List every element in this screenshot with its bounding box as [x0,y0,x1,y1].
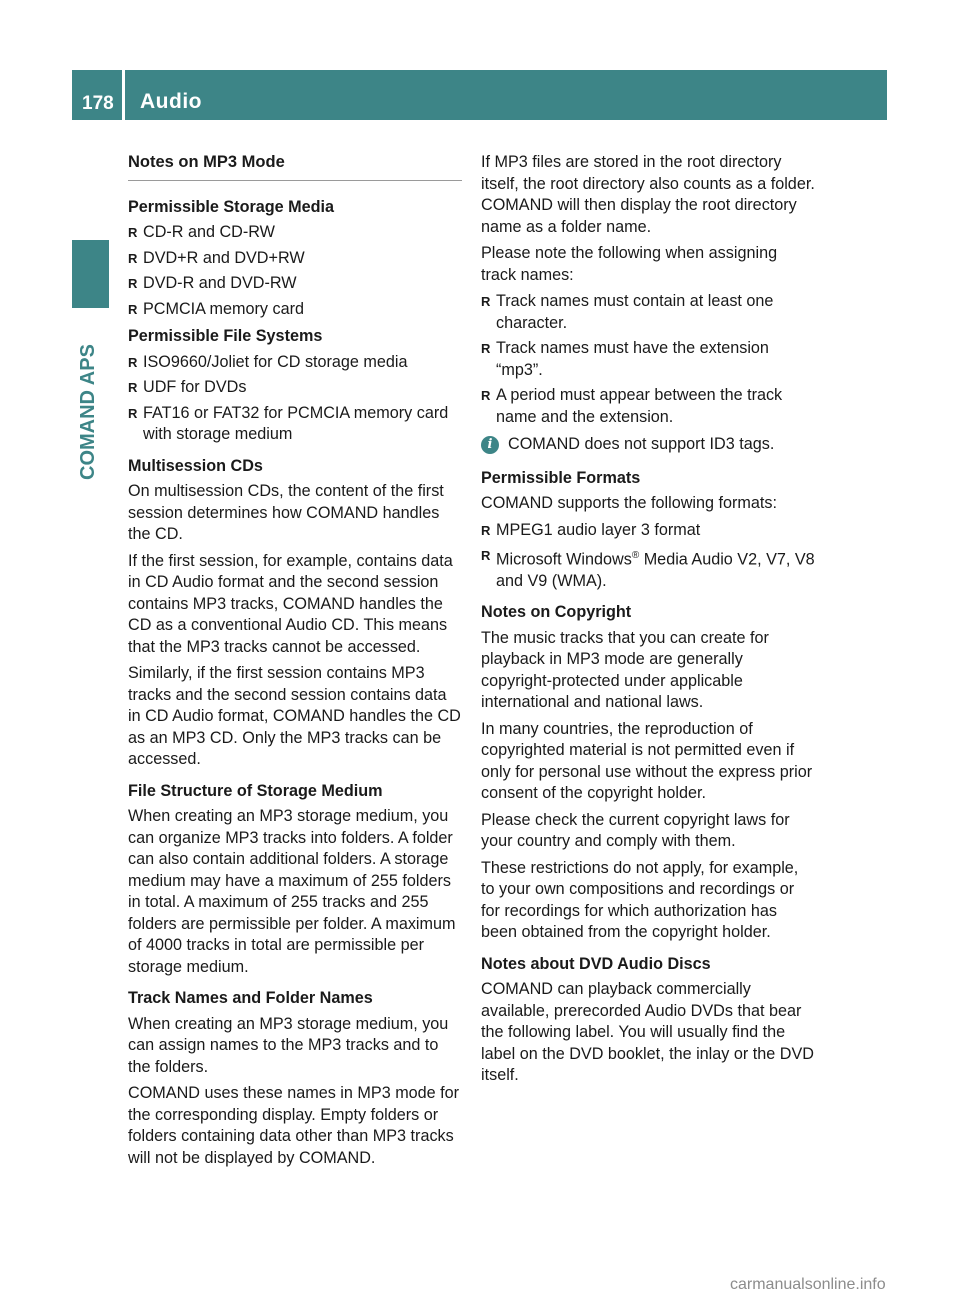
info-icon: i [481,436,499,454]
dvd-heading: Notes about DVD Audio Discs [481,954,711,973]
format-text-b: Media Audio V2, V7, V8 and V9 (WMA). [496,550,815,590]
fs-heading: Permissible File Systems [128,327,323,345]
paragraph: On multisession CDs, the content of the first session determines how COMAND handles the CD. [128,482,444,543]
info-note [481,434,815,456]
paragraph: COMAND uses these names in MP3 mode for the corresponding display. Empty folders or folders containing data other than MP3 tracks will not be displayed by COMAND. [128,1084,460,1167]
list-item: R PCMCIA memory card [128,299,462,321]
list-item: R FAT16 or FAT32 for PCMCIA memory card with storage medium [128,403,462,446]
formats-heading: Permissible Formats [481,468,641,487]
page-heading: Notes on MP3 Mode [128,152,462,181]
paragraph: Similarly, if the first session contains MP3 tracks and the second session contains data in CD Audio format, COMAND handles the CD as an MP3 CD. Only the MP3 tracks can be accessed. [128,664,461,768]
right-column [481,152,815,1092]
fs-list [128,352,462,446]
side-tab-marker [72,240,109,308]
side-tab-text: COMAND APS [77,344,99,480]
list-item: R Track names must have the extension “mp3”. [481,338,815,381]
watermark: carmanualsonline.info [730,1276,886,1293]
storage-list [128,222,462,320]
paragraph: When creating an MP3 storage medium, you can assign names to the MP3 tracks and to the folders. [128,1014,449,1076]
list-item [481,545,815,592]
list-item: R A period must appear between the track name and the extension. [481,385,815,428]
page-number: 178 [82,93,114,114]
paragraph: COMAND supports the following formats: [481,494,777,512]
paragraph: COMAND can playback commercially available, prerecorded Audio DVDs that bear the following label. You will usually find the label on the DVD booklet, the inlay or the DVD itself. [481,980,814,1085]
list-item: R MPEG1 audio layer 3 format [481,520,815,542]
paragraph: When creating an MP3 storage medium, you can organize MP3 tracks into folders. A folder can also contain additional folders. A storage medium may have a maximum of 255 folders in total. A maximum of 255 tracks and 255 folders are permissible per folder. A maximum of 4000 tracks in total are permissible per storage medium. [128,807,456,976]
copyright-heading: Notes on Copyright [481,603,632,622]
paragraph: These restrictions do not apply, for example, to your own compositions and recordings or for recordings for which authorization has been obtained from the copyright holder. [481,858,799,942]
track-rules-list [481,291,815,428]
paragraph: Please note the following when assigning track names: [481,244,778,284]
list-item: R UDF for DVDs [128,377,462,399]
structure-heading: File Structure of Storage Medium [128,781,383,800]
list-item: R DVD-R and DVD-RW [128,273,462,295]
info-text: COMAND does not support ID3 tags. [508,435,775,453]
paragraph: If the first session, for example, contains data in CD Audio format and the second session contains MP3 tracks, COMAND handles the CD as a conventional Audio CD. This means that the MP3 tracks cannot be accessed. [128,551,453,656]
names-heading: Track Names and Folder Names [128,989,373,1007]
paragraph: The music tracks that you can create for playback in MP3 mode are generally copyright-protected under applicable international and national laws. [481,628,769,712]
paragraph: In many countries, the reproduction of copyrighted material is not permitted even if only for personal use without the express prior consent of the copyright holder. [481,719,813,803]
format-text-a: Microsoft Windows [496,550,632,569]
multisession-heading: Multisession CDs [128,456,263,475]
section-title: Audio [140,90,202,113]
formats-list [481,520,815,593]
paragraph: If MP3 files are stored in the root directory itself, the root directory also counts as a folder. COMAND will then display the root directory name as a folder name. [481,153,815,236]
list-item: R Track names must contain at least one character. [481,291,815,334]
registered-mark: ® [631,550,640,561]
list-item: R CD-R and CD-RW [128,222,462,244]
list-item: R ISO9660/Joliet for CD storage media [128,352,462,374]
paragraph: Please check the current copyright laws for your country and comply with them. [481,810,790,851]
left-column [128,152,462,1174]
list-item: R DVD+R and DVD+RW [128,248,462,270]
storage-heading: Permissible Storage Media [128,197,335,216]
